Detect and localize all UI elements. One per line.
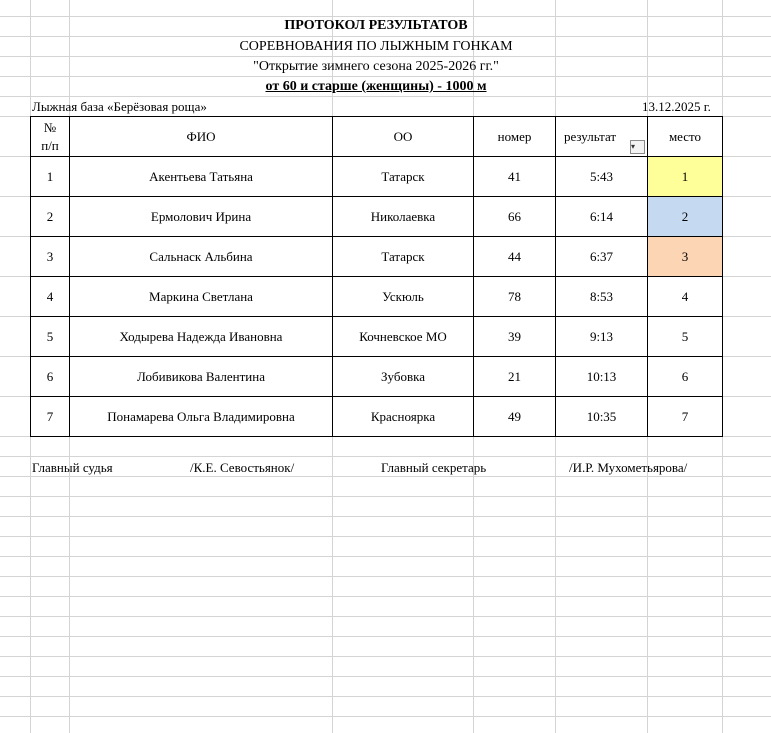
cell-name[interactable]: Понамарева Ольга Владимировна bbox=[70, 397, 333, 437]
cell-place[interactable]: 4 bbox=[648, 277, 723, 317]
cell-num[interactable]: 1 bbox=[31, 157, 70, 197]
col-header-name[interactable]: ФИО bbox=[70, 117, 333, 157]
col-header-result[interactable] bbox=[556, 117, 648, 157]
cell-result[interactable]: 6:14 bbox=[556, 197, 648, 237]
cell-num[interactable]: 4 bbox=[31, 277, 70, 317]
table-header-row bbox=[31, 117, 723, 157]
chief-secretary-name: /И.Р. Мухометьярова/ bbox=[569, 460, 688, 475]
chief-judge-name: /К.Е. Севостьянок/ bbox=[190, 460, 295, 475]
cell-bib[interactable]: 49 bbox=[474, 397, 556, 437]
table-row bbox=[31, 197, 723, 237]
cell-org[interactable]: Татарск bbox=[333, 237, 474, 277]
competition-name: СОРЕВНОВАНИЯ ПО ЛЫЖНЫМ ГОНКАМ bbox=[239, 39, 513, 54]
cell-place[interactable]: 2 bbox=[648, 197, 723, 237]
col-header-bib[interactable]: номер bbox=[474, 117, 556, 157]
chief-judge-label: Главный судья bbox=[32, 460, 113, 475]
cell-name[interactable]: Акентьева Татьяна bbox=[70, 157, 333, 197]
cell-place[interactable]: 1 bbox=[648, 157, 723, 197]
cell-place[interactable]: 5 bbox=[648, 317, 723, 357]
cell-place[interactable]: 6 bbox=[648, 357, 723, 397]
cell-name[interactable]: Маркина Светлана bbox=[70, 277, 333, 317]
cell-org[interactable]: Кочневское МО bbox=[333, 317, 474, 357]
cell-bib[interactable]: 39 bbox=[474, 317, 556, 357]
cell-name[interactable]: Ермолович Ирина bbox=[70, 197, 333, 237]
cell-org[interactable]: Красноярка bbox=[333, 397, 474, 437]
col-header-result-label: результат bbox=[564, 128, 617, 144]
table-row bbox=[31, 317, 723, 357]
cell-result[interactable]: 10:13 bbox=[556, 357, 648, 397]
filter-dropdown-icon[interactable]: ▾ bbox=[630, 140, 645, 154]
col-header-num[interactable] bbox=[31, 117, 70, 157]
cell-org[interactable]: Татарск bbox=[333, 157, 474, 197]
cell-name[interactable]: Лобивикова Валентина bbox=[70, 357, 333, 397]
category-title: от 60 и старше (женщины) - 1000 м bbox=[265, 79, 487, 94]
cell-bib[interactable]: 21 bbox=[474, 357, 556, 397]
table-row bbox=[31, 277, 723, 317]
cell-result[interactable]: 5:43 bbox=[556, 157, 648, 197]
cell-result[interactable]: 10:35 bbox=[556, 397, 648, 437]
cell-num[interactable]: 3 bbox=[31, 237, 70, 277]
cell-num[interactable]: 5 bbox=[31, 317, 70, 357]
cell-num[interactable]: 2 bbox=[31, 197, 70, 237]
cell-name[interactable]: Ходырева Надежда Ивановна bbox=[70, 317, 333, 357]
table-row bbox=[31, 397, 723, 437]
cell-bib[interactable]: 44 bbox=[474, 237, 556, 277]
cell-result[interactable]: 9:13 bbox=[556, 317, 648, 357]
cell-place[interactable]: 7 bbox=[648, 397, 723, 437]
cell-bib[interactable]: 66 bbox=[474, 197, 556, 237]
cell-bib[interactable]: 78 bbox=[474, 277, 556, 317]
protocol-title: ПРОТОКОЛ РЕЗУЛЬТАТОВ bbox=[284, 18, 468, 33]
cell-num[interactable]: 6 bbox=[31, 357, 70, 397]
col-header-num-label: № п/п bbox=[41, 119, 59, 153]
table-row bbox=[31, 357, 723, 397]
cell-org[interactable]: Николаевка bbox=[333, 197, 474, 237]
cell-result[interactable]: 8:53 bbox=[556, 277, 648, 317]
event-name: "Открытие зимнего сезона 2025-2026 гг." bbox=[253, 59, 499, 74]
cell-bib[interactable]: 41 bbox=[474, 157, 556, 197]
cell-place[interactable]: 3 bbox=[648, 237, 723, 277]
cell-org[interactable]: Ускюль bbox=[333, 277, 474, 317]
cell-result[interactable]: 6:37 bbox=[556, 237, 648, 277]
cell-name[interactable]: Сальнаск Альбина bbox=[70, 237, 333, 277]
table-row bbox=[31, 237, 723, 277]
col-header-place[interactable]: место bbox=[648, 117, 723, 157]
chief-secretary-label: Главный секретарь bbox=[381, 460, 487, 475]
date-label: 13.12.2025 г. bbox=[642, 99, 711, 114]
cell-num[interactable]: 7 bbox=[31, 397, 70, 437]
results-table bbox=[30, 116, 723, 437]
table-row bbox=[31, 157, 723, 197]
cell-org[interactable]: Зубовка bbox=[333, 357, 474, 397]
venue-label: Лыжная база «Берёзовая роща» bbox=[32, 99, 207, 114]
col-header-org[interactable]: ОО bbox=[333, 117, 474, 157]
